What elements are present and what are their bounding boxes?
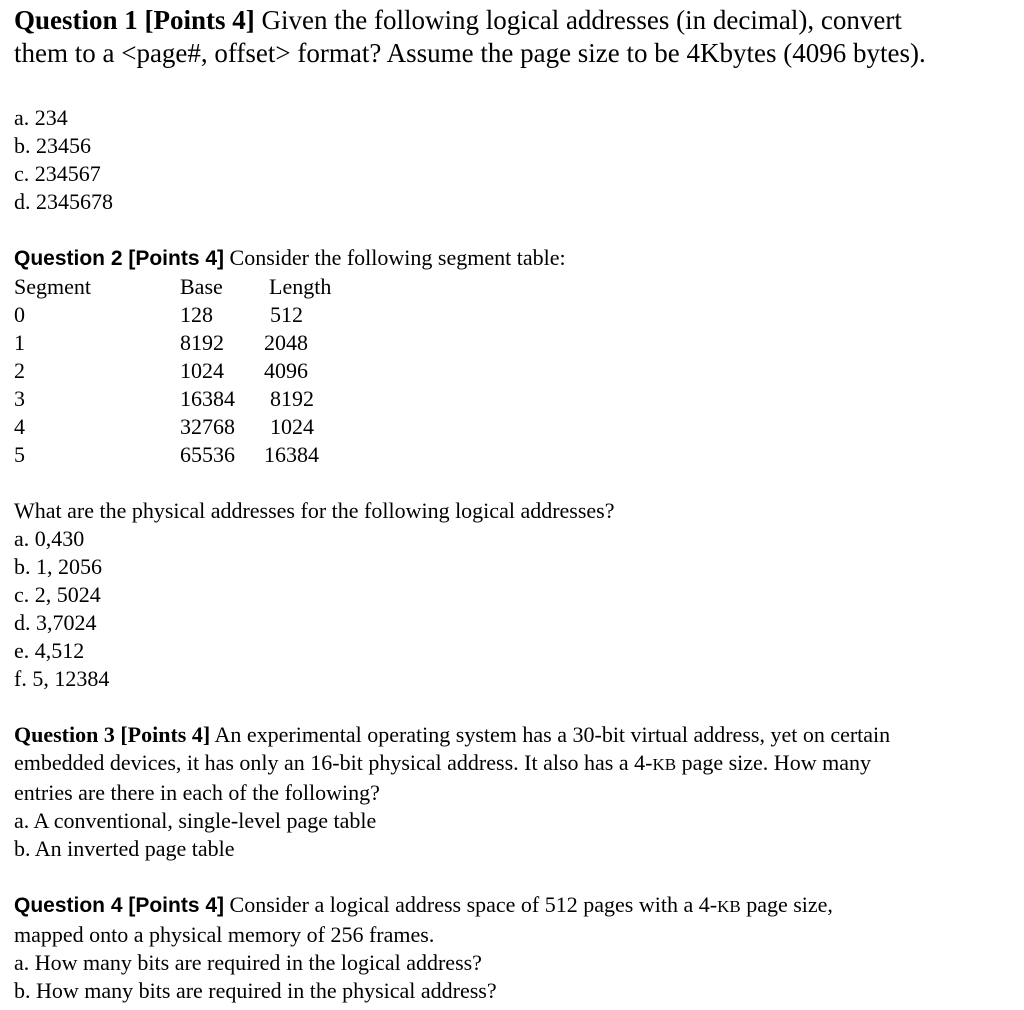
q3-text-line-2a: embedded devices, it has only an 16-bit physical address. It also has a 4-: [14, 750, 653, 775]
length-cell: 4096: [264, 358, 308, 383]
q2-item: f. 5, 12384: [14, 666, 110, 691]
q1-item: b. 23456: [14, 133, 91, 158]
q4-heading: Question 4 [Points 4]: [14, 894, 225, 917]
q1-text-line-1: Given the following logical addresses (in decimal), convert: [261, 5, 902, 35]
q4-text-line-2: mapped onto a physical memory of 256 frames.: [14, 922, 435, 947]
q2-item: d. 3,7024: [14, 610, 97, 635]
q1-item: c. 234567: [14, 161, 101, 186]
table-row: [14, 385, 331, 413]
q3-text-line-3: entries are there in each of the following?: [14, 780, 380, 805]
length-cell: 2048: [264, 330, 308, 355]
length-cell: 512: [270, 302, 303, 327]
q3-kb-unit: KB: [652, 755, 677, 774]
segment-cell: 5: [14, 442, 25, 467]
q3-line-2: [14, 749, 1014, 779]
segment-cell: 2: [14, 358, 25, 383]
document-page: [14, 4, 1014, 1005]
question-4: [14, 891, 1014, 1005]
q2-item: b. 1, 2056: [14, 554, 102, 579]
segment-cell: 1: [14, 330, 25, 355]
q1-text-line-2: them to a <page#, offset> format? Assume the page size to be 4Kbytes (4096 bytes).: [14, 38, 926, 68]
table-row: [14, 413, 331, 441]
question-1: [14, 4, 1014, 216]
table-row: [14, 441, 331, 469]
base-cell: 32768: [180, 414, 235, 439]
segment-cell: 3: [14, 386, 25, 411]
q4-item: b. How many bits are required in the physical address?: [14, 978, 497, 1003]
question-3: [14, 721, 1014, 863]
q2-item: c. 2, 5024: [14, 582, 101, 607]
table-row: [14, 301, 331, 329]
base-cell: 128: [180, 302, 213, 327]
q4-line-1: [14, 891, 1014, 921]
column-header-segment: Segment: [14, 274, 91, 299]
q3-text-line-2b: page size. How many: [676, 750, 871, 775]
segment-cell: 4: [14, 414, 25, 439]
q1-heading: Question 1 [Points 4]: [14, 5, 255, 35]
length-cell: 1024: [270, 414, 314, 439]
table-row: [14, 357, 331, 385]
q3-item: b. An inverted page table: [14, 836, 235, 861]
q2-intro-line: [14, 244, 1014, 273]
q2-item: a. 0,430: [14, 526, 85, 551]
table-row: [14, 329, 331, 357]
base-cell: 65536: [180, 442, 235, 467]
length-cell: 8192: [270, 386, 314, 411]
base-cell: 16384: [180, 386, 235, 411]
q1-line-1: [14, 4, 1014, 37]
segment-table-header: [14, 273, 331, 301]
segment-table: [14, 273, 331, 469]
q1-item: a. 234: [14, 105, 68, 130]
column-header-length: Length: [269, 274, 332, 299]
q4-text-line-1a: Consider a logical address space of 512 pages with a 4-: [229, 892, 718, 917]
q2-intro: Consider the following segment table:: [229, 245, 566, 270]
q4-text-line-1b: page size,: [740, 892, 833, 917]
q3-text-line-1: An experimental operating system has a 30-bit virtual address, yet on certain: [214, 722, 891, 747]
q4-kb-unit: KB: [717, 897, 741, 916]
q2-heading: Question 2 [Points 4]: [14, 247, 225, 270]
q1-item: d. 2345678: [14, 189, 113, 214]
q3-heading: Question 3 [Points 4]: [14, 722, 211, 747]
q3-line-1: [14, 721, 1014, 749]
q2-prompt: What are the physical addresses for the following logical addresses?: [14, 498, 615, 523]
base-cell: 1024: [180, 358, 224, 383]
question-2: [14, 244, 1014, 693]
q3-item: a. A conventional, single-level page table: [14, 808, 377, 833]
column-header-base: Base: [180, 274, 223, 299]
length-cell: 16384: [264, 442, 319, 467]
q4-item: a. How many bits are required in the logical address?: [14, 950, 482, 975]
segment-cell: 0: [14, 302, 25, 327]
base-cell: 8192: [180, 330, 224, 355]
q2-item: e. 4,512: [14, 638, 85, 663]
